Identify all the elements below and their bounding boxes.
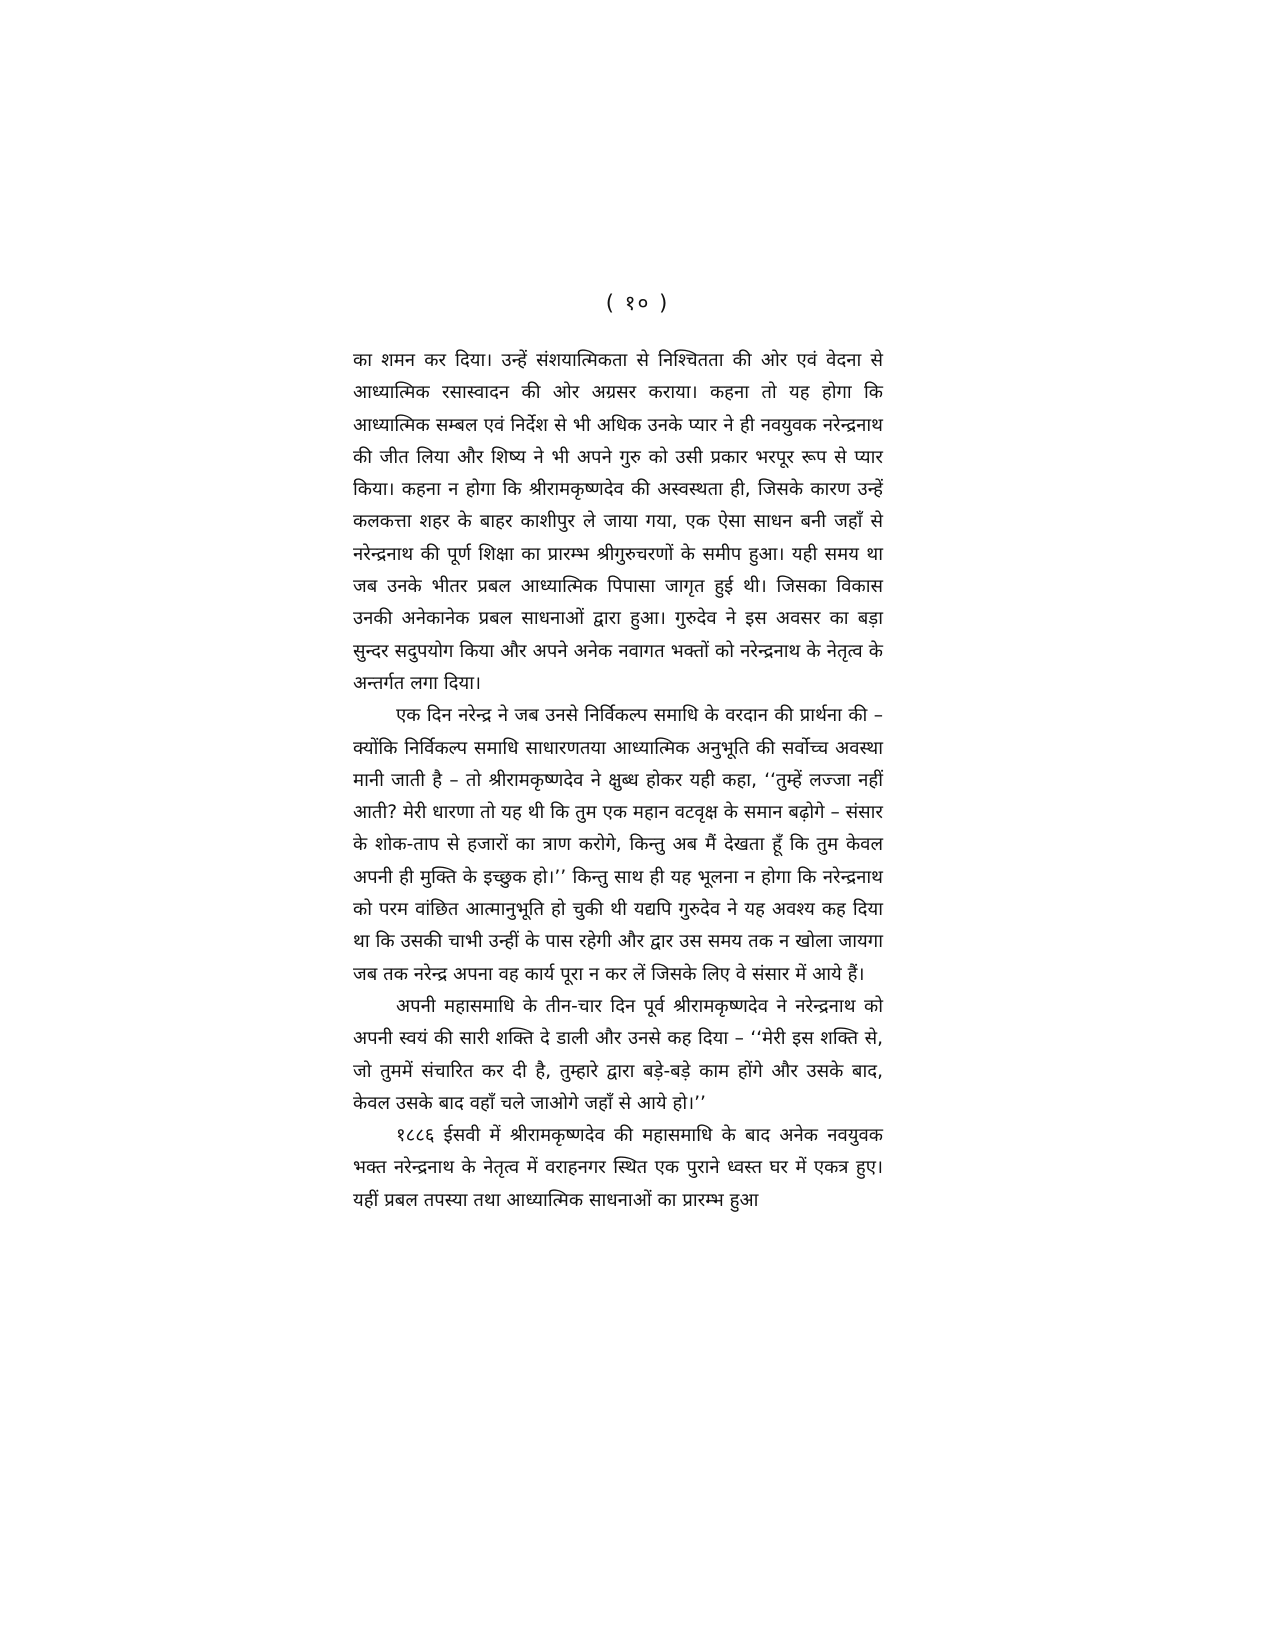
page-number: ( १० ) [605, 291, 670, 315]
body-text [353, 345, 883, 1217]
paragraph-2: एक दिन नरेन्द्र ने जब उनसे निर्विकल्प समाधि के वरदान की प्रार्थना की – क्योंकि निर्विकल्प समाधि साधारणतया आध्यात्मिक अनुभूति की सर्वोच्च अवस्था मानी जाती है – तो श्रीरामकृष्णदेव ने क्षुब्ध होकर यही कहा, ‘‘तुम्हें लज्जा नहीं आती? मेरी धारणा तो यह थी कि तुम एक महान वटवृक्ष के समान बढ़ोगे – संसार के शोक-ताप से हजारों का त्राण करोगे, किन्तु अब मैं देखता हूँ कि तुम केवल अपनी ही मुक्ति के इच्छुक हो।’’ किन्तु साथ ही यह भूलना न होगा कि नरेन्द्रनाथ को परम वांछित आत्मानुभूति हो चुकी थी यद्यपि गुरुदेव ने यह अवश्य कह दिया था कि उसकी चाभी उन्हीं के पास रहेगी और द्वार उस समय तक न खोला जायगा जब तक नरेन्द्र अपना वह कार्य पूरा न कर लें जिसके लिए वे संसार में आये हैं। [353, 705, 883, 985]
paragraph-4: १८८६ ईसवी में श्रीरामकृष्णदेव की महासमाधि के बाद अनेक नवयुवक भक्त नरेन्द्रनाथ के नेतृत्व में वराहनगर स्थित एक पुराने ध्वस्त घर में एकत्र हुए। यहीं प्रबल तपस्या तथा आध्यात्मिक साधनाओं का प्रारम्भ हुआ [353, 1125, 883, 1211]
paragraph-3: अपनी महासमाधि के तीन-चार दिन पूर्व श्रीरामकृष्णदेव ने नरेन्द्रनाथ को अपनी स्वयं की सारी शक्ति दे डाली और उनसे कह दिया – ‘‘मेरी इस शक्ति से, जो तुममें संचारित कर दी है, तुम्हारे द्वारा बड़े-बड़े काम होंगे और उसके बाद, केवल उसके बाद वहाँ चले जाओगे जहाँ से आये हो।’’ [353, 995, 883, 1114]
paragraph-1: का शमन कर दिया। उन्हें संशयात्मिकता से निश्चितता की ओर एवं वेदना से आध्यात्मिक रसास्वादन की ओर अग्रसर कराया। कहना तो यह होगा कि आध्यात्मिक सम्बल एवं निर्देश से भी अधिक उनके प्यार ने ही नवयुवक नरेन्द्रनाथ की जीत लिया और शिष्य ने भी अपने गुरु को उसी प्रकार भरपूर रूप से प्यार किया। कहना न होगा कि श्रीरामकृष्णदेव की अस्वस्थता ही, जिसके कारण उन्हें कलकत्ता शहर के बाहर काशीपुर ले जाया गया, एक ऐसा साधन बनी जहाँ से नरेन्द्रनाथ की पूर्ण शिक्षा का प्रारम्भ श्रीगुरुचरणों के समीप हुआ। यही समय था जब उनके भीतर प्रबल आध्यात्मिक पिपासा जागृत हुई थी। जिसका विकास उनकी अनेकानेक प्रबल साधनाओं द्वारा हुआ। गुरुदेव ने इस अवसर का बड़ा सुन्दर सदुपयोग किया और अपने अनेक नवागत भक्तों को नरेन्द्रनाथ के नेतृत्व के अन्तर्गत लगा दिया। [353, 350, 883, 694]
